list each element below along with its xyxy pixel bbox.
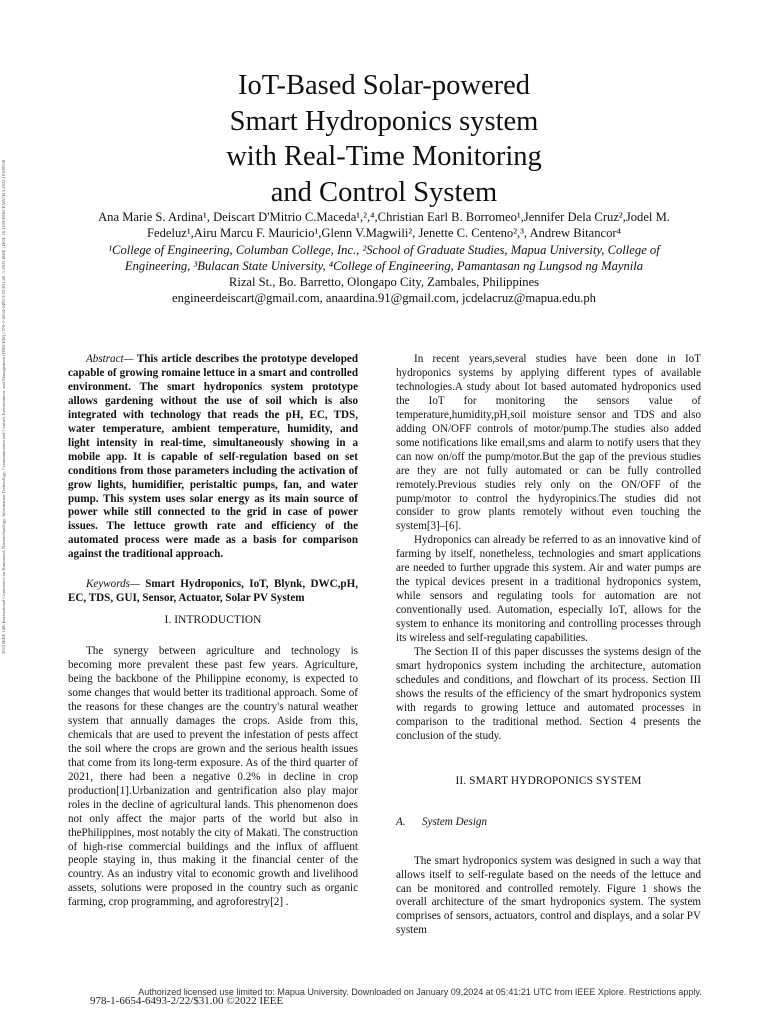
keywords-label: Keywords—: [86, 578, 140, 591]
body-paragraph: In recent years,several studies have been done in IoT hydroponics systems by applying different types of available technologies.A study about Iot based automated hydroponics used the IoT for monitoring the sensors value of temperature,humidity,pH,soil moisture sensor and TDS and also adding ON/OFF controls of motor/pump.The studies also added some notifications like email,sms and alarm to notify users that they can now on/off the pump/motor.But the gap of the previous studies are they are not fully automated or can be fully controlled remotely.Previous studies rely only on the ON/OFF of the pump/motor to control the hydyropinics.The studies did not consider to grow plants remotely without even touching the system[3]–[6].: [396, 353, 701, 533]
license-notice: Authorized licensed use limited to: Mapua University. Downloaded on January 09,2024 at 05:41:21 UTC from IEEE Xplore. Restrictions apply.: [138, 987, 702, 997]
section-heading-system: II. SMART HYDROPONICS SYSTEM: [455, 774, 642, 787]
paper-title: [140, 68, 628, 210]
subsection-letter: A.: [396, 815, 406, 828]
body-paragraph: The synergy between agriculture and technology is becoming more prevalent these past few years. Agriculture, being the backbone of the Philippine economy, is expected to some changes that would better its traditional approach. Some of the reasons for these changes are the country's natural weather system that annually damages the crops. Aside from this, chemicals that are used to prevent the infestation of pests affect the soil where the crops are grown and the serious health issues that come from its long-term exposure. As of the third quarter of 2021, there had been a negative 0.2% in decline in crop production[1].Urbanization and gentrification also play major roles in the decline of agricultural lands. This phenomenon does not only affect the major parts of the world but also in thePhilippines, most notably the city of Makati. The construction of high-rise commercial buildings and the influx of affluent people staying in, thus making it the financial center of the country. As an industry vital to economic growth and livelihood assets, solutions were proposed in the country such as organic farming, crop programming, and agroforestry[2] .: [68, 645, 358, 909]
subsection-title: System Design: [422, 815, 488, 828]
abstract: [68, 353, 358, 562]
subsection-heading: [396, 816, 701, 830]
section-heading-introduction: I. INTRODUCTION: [164, 614, 262, 627]
title-line: Smart Hydroponics system: [229, 105, 539, 137]
address: Rizal St., Bo. Barretto, Olongapo City, Zambales, Philippines: [228, 275, 540, 290]
right-column: [396, 353, 701, 938]
body-paragraph: The Section II of this paper discusses the systems design of the smart hydroponics system including the architecture, automation schedules and conditions, and flowchart of its process. Section III shows the results of the efficiency of the smart hydroponics system with regards to growing lettuce and automated processes in comparison to the traditional method. Section 4 presents the conclusion of the study.: [396, 646, 701, 742]
body-paragraph: The smart hydroponics system was designed in such a way that allows itself to self-regulate based on the needs of the lettuce and can be monitored and controlled remotely. Figure 1 shows the overall architecture of the smart hydroponics system. The system comprises of sensors, actuators, control and displays, and a solar PV system: [396, 854, 701, 937]
publication-sidebar-note: 2022 IEEE 14th International Conference on Humanoid, Nanotechnology, Information Technology, Communication and Control, Environment, and Management (HNICEM) | 978-1-6654-6493-2/22/$31.00 ©2022 IEEE | DOI: 10.1109/HNICEM57413.2022.10109558: [1, 160, 6, 655]
affiliation: ¹College of Engineering, Columban College, Inc., ²School of Graduate Studies, Mapua University, College of: [108, 242, 660, 257]
author-list: Fedeluz¹,Airu Marcu F. Mauricio¹,Glenn V.Magwili², Jenette C. Centeno²,³, Andrew Bitancor⁴: [146, 226, 622, 241]
author-emails: engineerdeiscart@gmail.com, anaardina.91@gmail.com, jcdelacruz@mapua.edu.ph: [172, 291, 596, 306]
affiliation: Engineering, ³Bulacan State University, ⁴College of Engineering, Pamantasan ng Lungsod ng Maynila: [124, 258, 644, 273]
abstract-text: This article describes the prototype developed capable of growing romaine lettuce in a smart and controlled environment. The smart hydroponics system prototype allows gardening without the use of soil which is also integrated with technology that reads the pH, EC, TDS, water temperature, ambient temperature, humidity, and light intensity in real-time, simultaneously showing in a mobile app. It is capable of self-regulation based on set conditions from those parameters including the activation of grow lights, humidifier, peristaltic pumps, fan, and water pump. This system uses solar energy as its main source of power while still connected to the grid in case of power issues. The lettuce growth rate and efficiency of the automated process were made as a basis for comparison against the traditional approach.: [68, 353, 358, 561]
keywords-text: Smart Hydroponics, IoT, Blynk, DWC,pH, EC, TDS, GUI, Sensor, Actuator, Solar PV System: [68, 578, 358, 605]
title-line: with Real-Time Monitoring: [226, 141, 542, 172]
abstract-label: Abstract—: [86, 353, 134, 365]
keywords: [68, 578, 358, 606]
author-list: Ana Marie S. Ardina¹, Deiscart D'Mitrio C.Maceda¹,²,⁴,Christian Earl B. Borromeo¹,Jennifer Dela Cruz²,Jodel M.: [98, 210, 670, 224]
body-paragraph: Hydroponics can already be referred to as an innovative kind of farming by itself, nonetheless, technologies and smart applications are needed to further upgrade this system. Air and water pumps are the typical devices present in a traditional hydroponics system, while sensors and regulating tools for automation are not conventionally used. Automation, especially IoT, allows for the system to enhance its monitoring and controlling processes through its wireless and self-regulating capabilities.: [396, 534, 701, 645]
copyright-line: 978-1-6654-6493-2/22/$31.00 ©2022 IEEE: [90, 995, 284, 1007]
title-line: and Control System: [270, 176, 498, 208]
title-line: IoT-Based Solar-powered: [238, 70, 530, 101]
left-column: [68, 353, 358, 910]
author-block: [50, 209, 718, 307]
